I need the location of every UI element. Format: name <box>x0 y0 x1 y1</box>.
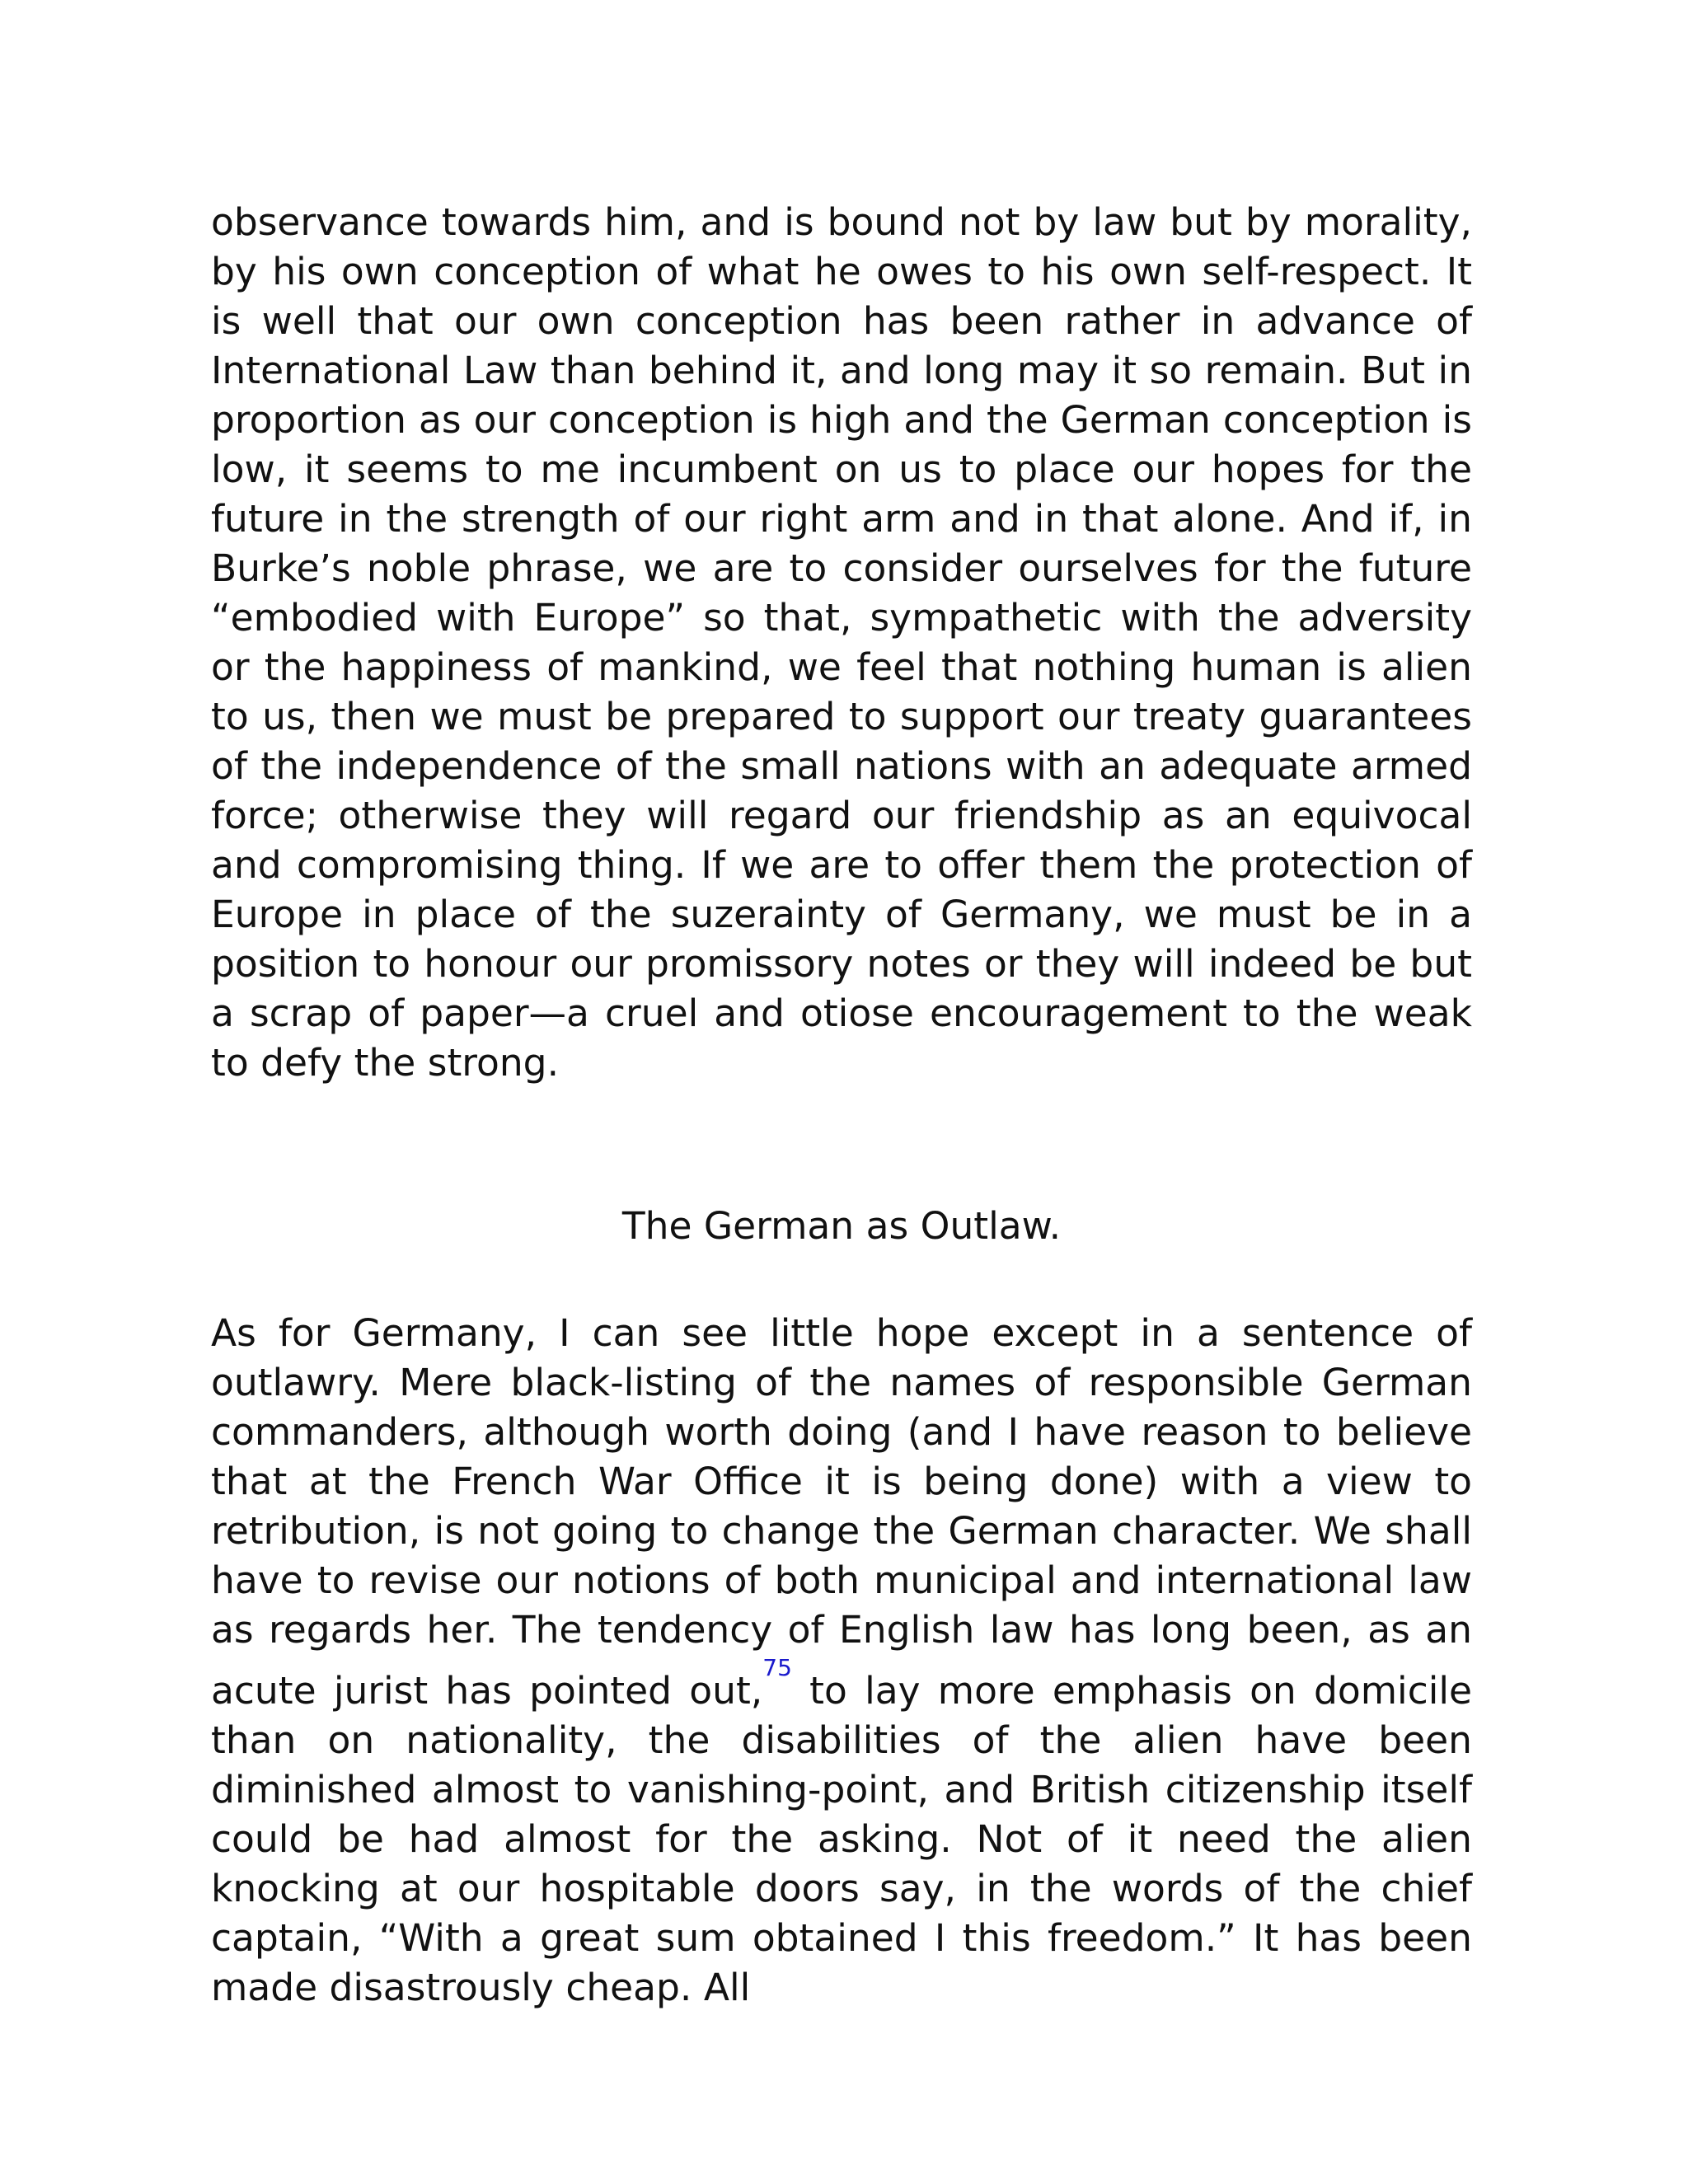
section-heading: The German as Outlaw. <box>621 1204 1062 1248</box>
footnote-link[interactable]: 75 <box>762 1654 792 1681</box>
paragraph-text: to lay more emphasis on domicile than on nationality, the disabilities of the alien have been diminished almost to vanishing-point, and British citizenship itself could be had almost for the asking. Not of it need the alien knocking at our hospitable doors say, in the words of the chief captain, “With a great sum obtained I this freedom.” It has been made disastrously cheap. All <box>211 1669 1472 2010</box>
body-paragraph: observance towards him, and is bound not by law but by morality, by his own conception of what he owes to his own self-respect. It is well that our own conception has been rather in advance of International Law than behind it, and long may it so remain. But in proportion as our conception is high and the German conception is low, it seems to me incumbent on us to place our hopes for the future in the strength of our right arm and in that alone. And if, in Burke’s noble phrase, we are to consider ourselves for the future “embodied with Europe” so that, sympathetic with the adversity or the happiness of mankind, we feel that nothing human is alien to us, then we must be prepared to support our treaty guarantees of the independence of the small nations with an adequate armed force; otherwise they will regard our friendship as an equivocal and compromising thing. If we are to offer them the protection of Europe in place of the suzerainty of Germany, we must be in a position to honour our promissory notes or they will indeed be but a scrap of paper—a cruel and otiose encouragement to the weak to defy the strong. <box>211 200 1472 1085</box>
paragraph-text: As for Germany, I can see little hope except in a sentence of outlawry. Mere black-listing of the names of responsible German commanders, although worth doing (and I have reason to believe that at the French War Office it is being done) with a view to retribution, is not going to change the German character. We shall have to revise our notions of both municipal and international law as regards her. The tendency of English law has long been, as an acute jurist has pointed out, <box>211 1311 1472 1713</box>
body-paragraph <box>211 1309 1472 2013</box>
page-body <box>211 198 1472 2013</box>
